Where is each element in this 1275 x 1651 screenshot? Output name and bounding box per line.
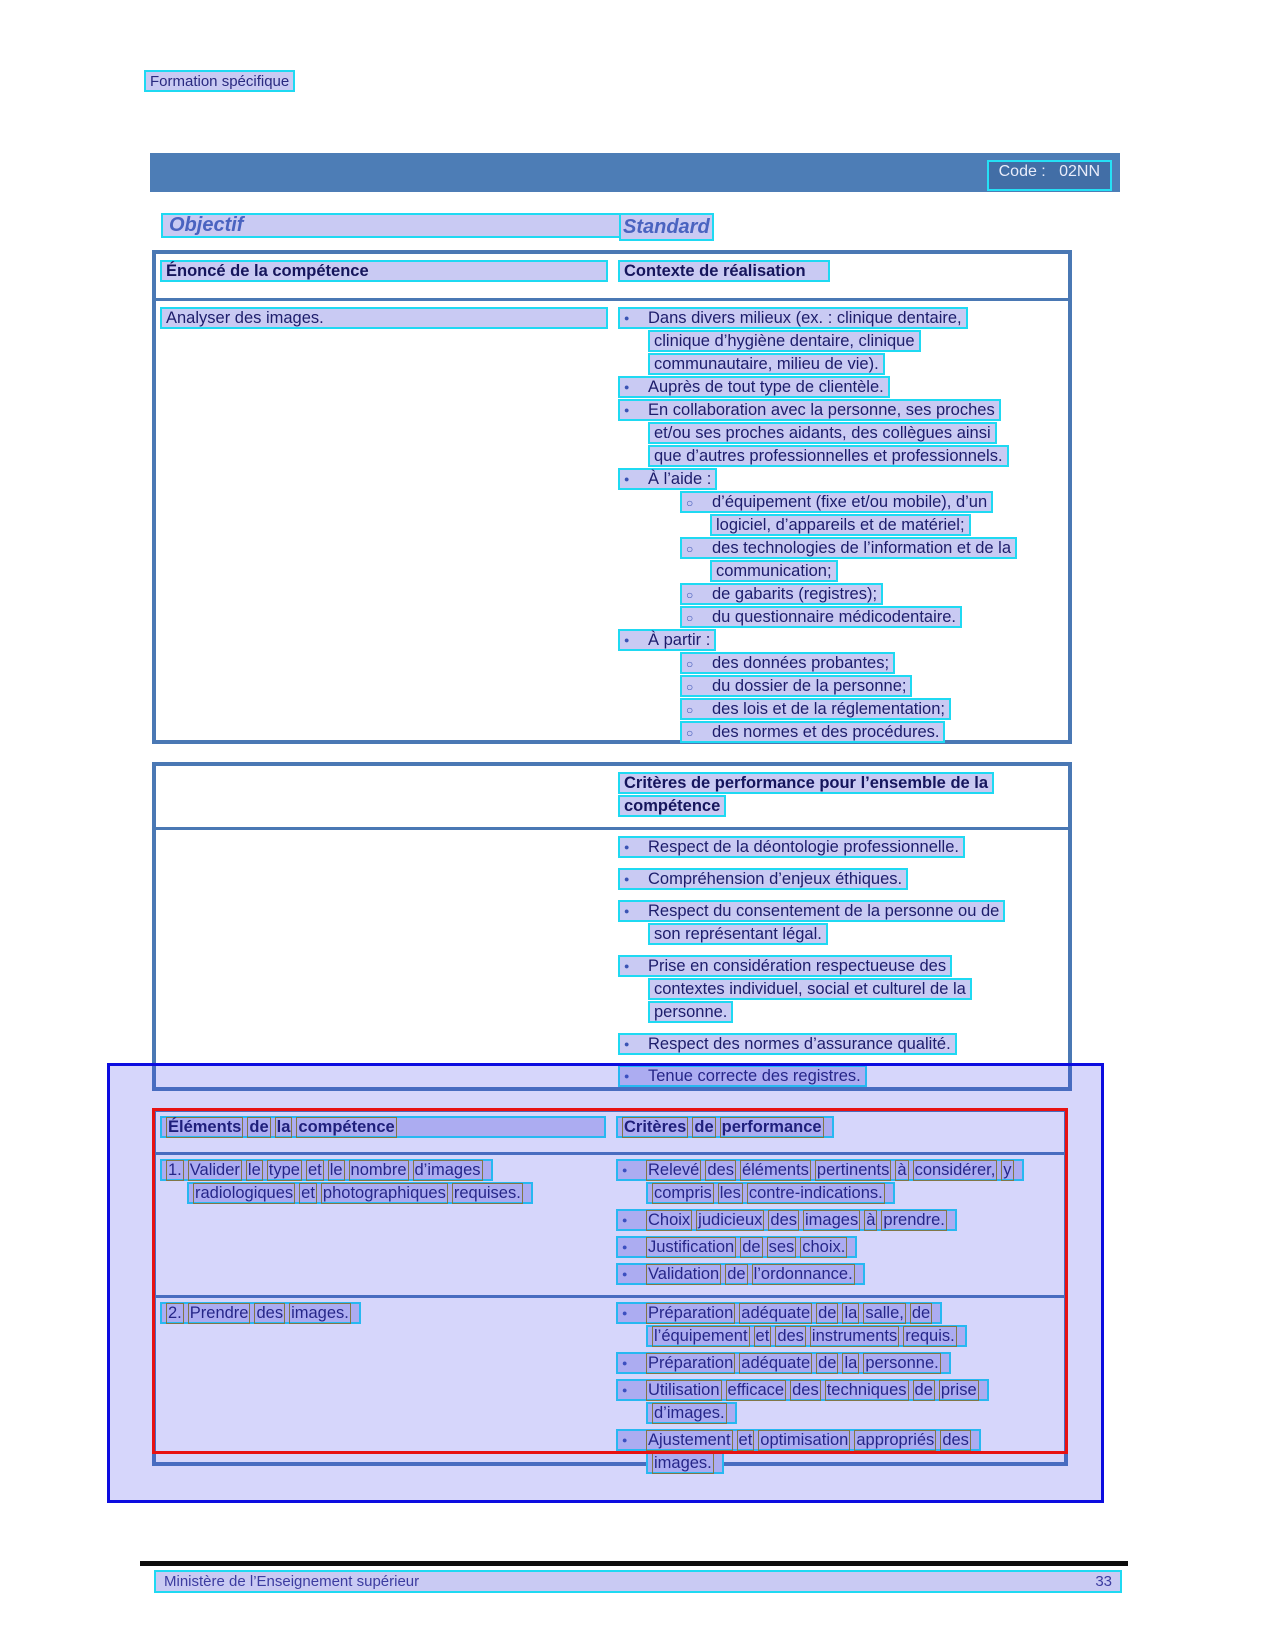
bullet-icon	[622, 1304, 646, 1323]
table-body-row	[156, 301, 1068, 744]
bullet-icon	[686, 654, 712, 673]
list-line: ● En collaboration avec la personne, ses proches	[618, 399, 1068, 422]
list-line: 1. Valider le type et le nombre d’images	[160, 1159, 614, 1182]
bullet-icon	[686, 539, 712, 558]
list-line: ● Tenue correcte des registres.	[618, 1065, 1068, 1088]
column-header-contexte: Contexte de réalisation	[618, 260, 830, 282]
list-line: communication;	[618, 560, 1068, 583]
bullet-icon	[624, 631, 648, 650]
list-line: ○ du questionnaire médicodentaire.	[618, 606, 1068, 629]
bullet-icon	[686, 493, 712, 512]
bullet-icon	[624, 378, 648, 397]
bullet-icon	[622, 1431, 646, 1450]
criteria-cell	[614, 1155, 1064, 1295]
list-line: ● Dans divers milieux (ex. : clinique dentaire,	[618, 307, 1068, 330]
footer-divider	[140, 1561, 1128, 1566]
list-line: 2. Prendre des images.	[160, 1302, 614, 1325]
header-bar	[150, 153, 1120, 192]
global-criteria-table	[152, 762, 1072, 1091]
list-line: ● Ajustement et optimisation appropriés des	[616, 1429, 1064, 1452]
element-cell	[156, 1155, 614, 1295]
list-line: et/ou ses proches aidants, des collègues ainsi	[618, 422, 1068, 445]
list-line: ● Respect du consentement de la personne ou de	[618, 900, 1068, 923]
list-line: contextes individuel, social et culturel de la	[618, 978, 1068, 1001]
elements-criteria-table	[152, 1108, 1068, 1472]
bullet-icon	[622, 1211, 646, 1230]
list-line: ● Choix judicieux des images à prendre.	[616, 1209, 1064, 1232]
list-line: ○ du dossier de la personne;	[618, 675, 1068, 698]
list-line: ● À l’aide :	[618, 468, 1068, 491]
list-line: ● Justification de ses choix.	[616, 1236, 1064, 1259]
list-line: l’équipement et des instruments requis.	[616, 1325, 1064, 1348]
bullet-icon	[624, 309, 648, 328]
column-header-elements: Éléments de la compétence	[168, 1117, 395, 1136]
list-line: ● À partir :	[618, 629, 1068, 652]
bullet-icon	[686, 677, 712, 696]
bullet-icon	[624, 902, 648, 921]
column-header-enonce: Énoncé de la compétence	[160, 260, 608, 282]
bullet-icon	[686, 585, 712, 604]
competence-statement: Analyser des images.	[160, 307, 608, 329]
footer-band	[154, 1570, 1122, 1593]
list-line: ○ d’équipement (fixe et/ou mobile), d’un	[618, 491, 1068, 514]
column-header-criteres: Critères de performance	[623, 1117, 822, 1136]
bullet-icon	[622, 1381, 646, 1400]
element-row-2	[156, 1298, 1064, 1475]
bullet-icon	[622, 1354, 646, 1373]
bullet-icon	[624, 470, 648, 489]
table-body-row	[156, 830, 1068, 1088]
list-line: ● Respect de la déontologie professionnelle.	[618, 836, 1068, 859]
footer-page-number: 33	[1095, 1573, 1112, 1590]
list-line: images.	[616, 1452, 1064, 1475]
list-line: son représentant légal.	[618, 923, 1068, 946]
objective-standard-band	[161, 213, 713, 238]
list-line: ○ des données probantes;	[618, 652, 1068, 675]
list-line: ● Compréhension d’enjeux éthiques.	[618, 868, 1068, 891]
bullet-icon	[624, 1035, 648, 1054]
list-line: ● Respect des normes d’assurance qualité.	[618, 1033, 1068, 1056]
bullet-icon	[622, 1238, 646, 1257]
list-line: radiologiques et photographiques requises.	[160, 1182, 614, 1205]
column-header-criteres-line1: Critères de performance pour l’ensemble de la	[618, 772, 994, 794]
bullet-icon	[686, 723, 712, 742]
list-line: communautaire, milieu de vie).	[618, 353, 1068, 376]
bullet-icon	[622, 1265, 646, 1284]
element-cell	[156, 1298, 614, 1475]
bullet-icon	[686, 608, 712, 627]
element-row-1	[156, 1155, 1064, 1298]
table-header-row	[156, 766, 1068, 830]
list-line: ● Préparation adéquate de la salle, de	[616, 1302, 1064, 1325]
objective-label: Objectif	[169, 214, 244, 236]
list-line: logiciel, d’appareils et de matériel;	[618, 514, 1068, 537]
criteria-cell	[614, 1298, 1064, 1475]
footer-ministry: Ministère de l’Enseignement supérieur	[164, 1573, 420, 1590]
bullet-icon	[686, 700, 712, 719]
list-line: que d’autres professionnelles et professionnels.	[618, 445, 1068, 468]
standard-label: Standard	[619, 213, 714, 241]
bullet-icon	[624, 838, 648, 857]
list-line: ● Relevé des éléments pertinents à considérer, y	[616, 1159, 1064, 1182]
list-line: clinique d’hygiène dentaire, clinique	[618, 330, 1068, 353]
table-header-row	[156, 254, 1068, 301]
list-line: ● Prise en considération respectueuse des	[618, 955, 1068, 978]
section-label: Formation spécifique	[144, 70, 295, 92]
context-list	[616, 301, 1068, 744]
list-line: ○ de gabarits (registres);	[618, 583, 1068, 606]
bullet-icon	[624, 1067, 648, 1086]
table-header-row	[156, 1112, 1064, 1155]
bullet-icon	[624, 957, 648, 976]
list-line: ● Validation de l’ordonnance.	[616, 1263, 1064, 1286]
column-header-criteres-line2: compétence	[618, 795, 726, 817]
list-line: d’images.	[616, 1402, 1064, 1425]
list-line: ○ des technologies de l’information et de la	[618, 537, 1068, 560]
global-criteria-list	[616, 830, 1068, 1088]
list-line: ○ des lois et de la réglementation;	[618, 698, 1068, 721]
list-line: ● Utilisation efficace des techniques de prise	[616, 1379, 1064, 1402]
list-line: ○ des normes et des procédures.	[618, 721, 1068, 744]
competence-context-table	[152, 250, 1072, 744]
bullet-icon	[624, 870, 648, 889]
list-line: ● Auprès de tout type de clientèle.	[618, 376, 1068, 399]
list-line: personne.	[618, 1001, 1068, 1024]
list-line: ● Préparation adéquate de la personne.	[616, 1352, 1064, 1375]
bullet-icon	[622, 1161, 646, 1180]
code-badge: Code : 02NN	[987, 160, 1112, 191]
bullet-icon	[624, 401, 648, 420]
list-line: compris les contre-indications.	[616, 1182, 1064, 1205]
